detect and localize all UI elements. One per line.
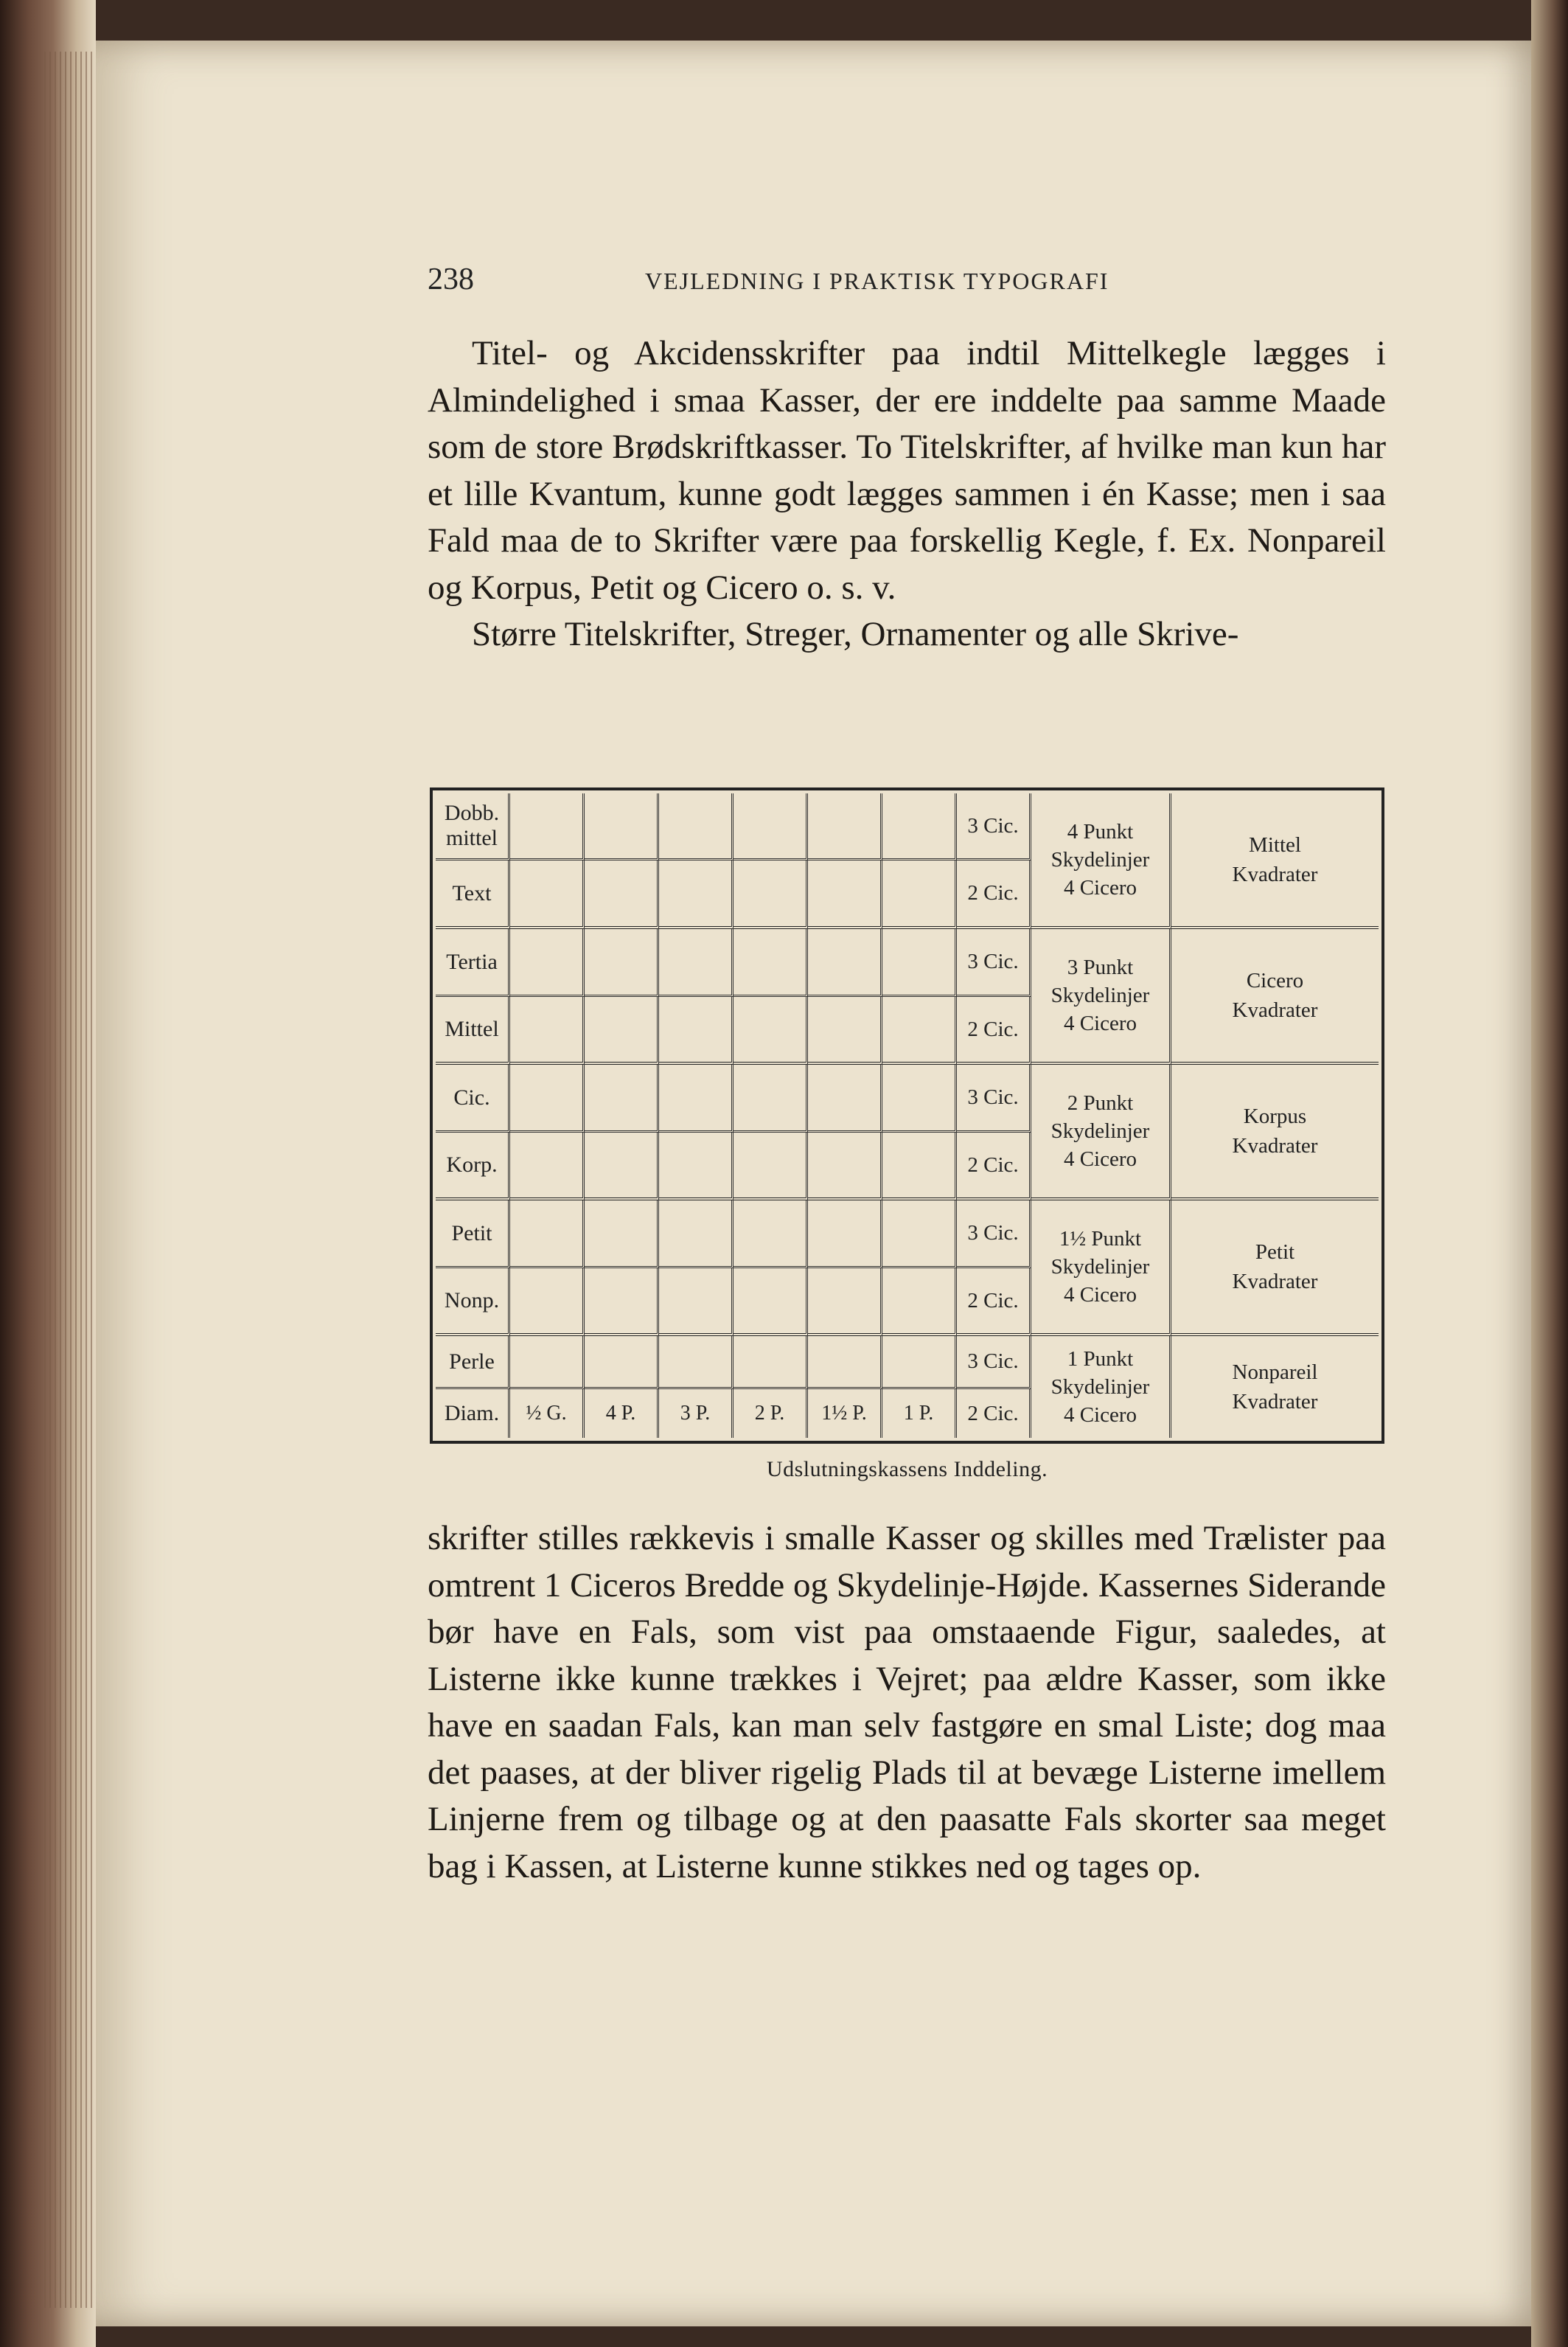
skydelinjer-cell: 1½ Punkt Skydelinjer 4 Cicero — [1031, 1200, 1171, 1336]
case-cell — [882, 1065, 957, 1133]
row-label: Dobb. mittel — [436, 793, 510, 860]
case-cell — [808, 1268, 882, 1336]
case-cell — [659, 793, 734, 860]
case-cell — [510, 1336, 585, 1389]
kvadrater-cell: Cicero Kvadrater — [1171, 929, 1379, 1065]
case-cell — [659, 997, 734, 1065]
row-label: Nonp. — [436, 1268, 510, 1336]
case-cell — [734, 1065, 808, 1133]
row-label: Diam. — [436, 1389, 510, 1438]
case-cell — [734, 1336, 808, 1389]
page-edges — [44, 52, 103, 2308]
case-cell — [882, 1133, 957, 1200]
bottom-label: 2 P. — [734, 1389, 808, 1438]
cicero-label: 3 Cic. — [957, 793, 1031, 860]
case-cell — [808, 997, 882, 1065]
bottom-label: 1½ P. — [808, 1389, 882, 1438]
case-cell — [659, 1133, 734, 1200]
case-cell — [659, 1065, 734, 1133]
case-cell — [808, 793, 882, 860]
bottom-label: 1 P. — [882, 1389, 957, 1438]
case-cell — [734, 793, 808, 860]
case-cell — [882, 793, 957, 860]
case-cell — [734, 1268, 808, 1336]
case-cell — [882, 860, 957, 929]
cicero-label: 3 Cic. — [957, 1336, 1031, 1389]
case-cell — [585, 929, 659, 997]
paragraph-2: Større Titelskrifter, Streger, Ornamenter og alle Skrive- — [472, 615, 1239, 653]
row-label: Petit — [436, 1200, 510, 1268]
paragraph-1: Titel- og Akcidensskrifter paa indtil Mittelkegle lægges i Almindelighed i smaa Kasser, der ere inddelte paa samme Maade som de store Brødskriftkasser. To Titelskrifter, af hvilke man kun har et lille Kvantum, kunne godt lægges sammen i én Kasse; men i saa Fald maa de to Skrifter være paa forskellig Kegle, f. Ex. Nonpareil og Korpus, Petit og Cicero o. s. v. — [428, 334, 1386, 607]
case-cell — [882, 1268, 957, 1336]
case-cell — [659, 929, 734, 997]
case-cell — [808, 1336, 882, 1389]
case-cell — [510, 1200, 585, 1268]
case-cell — [585, 1268, 659, 1336]
case-cell — [585, 997, 659, 1065]
case-cell — [808, 929, 882, 997]
row-label: Cic. — [436, 1065, 510, 1133]
case-cell — [510, 929, 585, 997]
kvadrater-cell: Nonpareil Kvadrater — [1232, 1360, 1318, 1414]
case-cell — [882, 1200, 957, 1268]
cicero-label: 2 Cic. — [957, 1133, 1031, 1200]
bottom-label: ½ G. — [510, 1389, 585, 1438]
case-cell — [659, 1268, 734, 1336]
paragraph-3: skrifter stilles rækkevis i smalle Kasser og skilles med Trælister paa omtrent 1 Ciceros Bredde og Skydelinje-Højde. Kassernes Siderande bør have en Fals, som vist paa omstaaende Figur, saaledes, at Listerne ikke kunne trækkes i Vejret; paa ældre Kasser, som ikke have en saadan Fals, kan man selv fastgøre en smal Liste; dog maa det paases, at der bliver rigelig Plads til at bevæge Listerne imellem Linjerne frem og tilbage og at den paasatte Fals skorter saa meget bag i Kassen, at Listerne kunne stikkes ned og tages op. — [428, 1519, 1387, 1885]
kvadrater-cell: Mittel Kvadrater — [1171, 793, 1379, 929]
case-cell — [585, 1065, 659, 1133]
skydelinjer-cell: 4 Punkt Skydelinjer 4 Cicero — [1031, 793, 1171, 929]
case-cell — [734, 1133, 808, 1200]
skydelinjer-cell: 3 Punkt Skydelinjer 4 Cicero — [1031, 929, 1171, 1065]
kvadrater-cell: Petit Kvadrater — [1171, 1200, 1379, 1336]
row-label: Text — [436, 860, 510, 929]
page-number: 238 — [428, 262, 474, 296]
bottom-label: 3 P. — [659, 1389, 734, 1438]
row-label: Korp. — [436, 1133, 510, 1200]
cicero-label: 2 Cic. — [957, 997, 1031, 1065]
cicero-label: 2 Cic. — [957, 1268, 1031, 1336]
case-cell — [659, 860, 734, 929]
lower-text — [428, 1515, 1386, 1890]
running-title: VEJLEDNING I PRAKTISK TYPOGRAFI — [645, 268, 1109, 294]
type-case-figure — [436, 793, 1379, 1438]
case-cell — [510, 997, 585, 1065]
case-cell — [734, 860, 808, 929]
page-header — [428, 262, 1386, 306]
bottom-label: 4 P. — [585, 1389, 659, 1438]
case-cell — [585, 1336, 659, 1389]
case-cell — [585, 793, 659, 860]
figure-caption: Udslutningskassens Inddeling. — [766, 1457, 1048, 1481]
row-label: Mittel — [436, 997, 510, 1065]
case-cell — [510, 1065, 585, 1133]
kvadrater-cell: Korpus Kvadrater — [1171, 1065, 1379, 1200]
case-cell — [585, 1133, 659, 1200]
book-edge-right — [1531, 0, 1568, 2347]
case-cell — [808, 1200, 882, 1268]
upper-text — [428, 330, 1386, 658]
cicero-label: 3 Cic. — [957, 1200, 1031, 1268]
row-label: Perle — [436, 1336, 510, 1389]
case-cell — [734, 997, 808, 1065]
cicero-label: 2 Cic. — [957, 1389, 1031, 1438]
case-cell — [510, 1133, 585, 1200]
case-cell — [659, 1200, 734, 1268]
cicero-label: 3 Cic. — [957, 1065, 1031, 1133]
case-cell — [882, 997, 957, 1065]
case-cell — [510, 793, 585, 860]
case-cell — [510, 860, 585, 929]
case-cell — [510, 1268, 585, 1336]
case-cell — [808, 860, 882, 929]
skydelinjer-cell: 2 Punkt Skydelinjer 4 Cicero — [1031, 1065, 1171, 1200]
case-cell — [659, 1336, 734, 1389]
skydelinjer-cell: 1 Punkt Skydelinjer 4 Cicero — [1031, 1336, 1171, 1438]
case-cell — [882, 1336, 957, 1389]
cicero-label: 2 Cic. — [957, 860, 1031, 929]
case-cell — [808, 1065, 882, 1133]
case-cell — [734, 1200, 808, 1268]
case-cell — [585, 1200, 659, 1268]
case-cell — [585, 860, 659, 929]
row-label: Tertia — [436, 929, 510, 997]
cicero-label: 3 Cic. — [957, 929, 1031, 997]
case-cell — [734, 929, 808, 997]
case-cell — [882, 929, 957, 997]
case-cell — [808, 1133, 882, 1200]
